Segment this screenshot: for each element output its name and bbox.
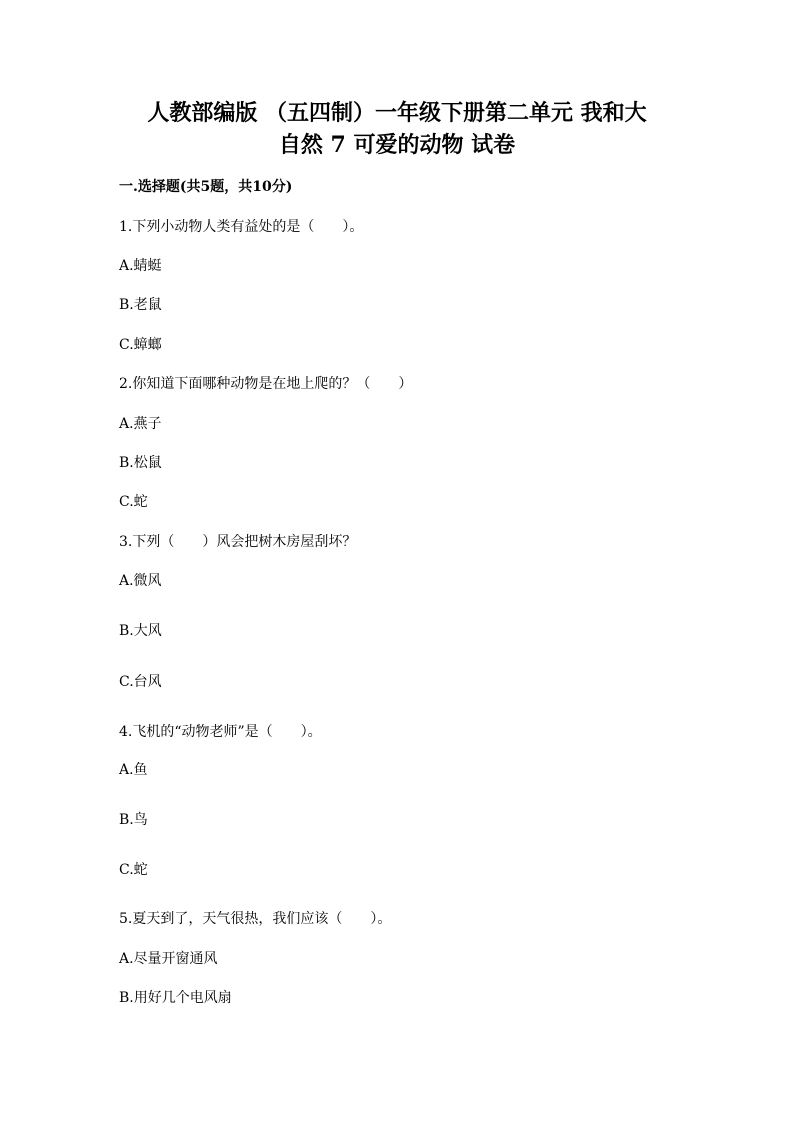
question-4-option-a[interactable]: A.鱼 <box>119 762 148 778</box>
page-title-line-1: 人教部编版 （五四制）一年级下册第二单元 我和大 <box>147 100 647 126</box>
question-3-stem: 3.下列（ ）风会把树木房屋刮坏？ <box>119 534 357 550</box>
question-2-option-c[interactable]: C.蛇 <box>119 494 148 510</box>
page-title-line-2: 自然 7 可爱的动物 试卷 <box>278 132 516 158</box>
question-1-stem: 1.下列小动物人类有益处的是（ ）。 <box>119 219 364 235</box>
question-4-option-b[interactable]: B.鸟 <box>119 812 148 828</box>
question-4-option-c[interactable]: C.蛇 <box>119 862 148 878</box>
question-3-option-c[interactable]: C.台风 <box>119 674 162 690</box>
question-2-option-a[interactable]: A.燕子 <box>119 416 162 432</box>
question-5-option-a[interactable]: A.尽量开窗通风 <box>119 951 218 967</box>
question-3-option-b[interactable]: B.大风 <box>119 623 162 639</box>
question-1-option-b[interactable]: B.老鼠 <box>119 297 162 313</box>
question-5-stem: 5.夏天到了，天气很热，我们应该（ ）。 <box>119 911 392 927</box>
question-1-option-a[interactable]: A.蜻蜓 <box>119 258 162 274</box>
question-2-stem: 2.你知道下面哪种动物是在地上爬的？（ ） <box>119 376 413 392</box>
question-5-option-b[interactable]: B.用好几个电风扇 <box>119 990 232 1006</box>
question-4-stem: 4.飞机的“动物老师”是（ ）。 <box>119 724 322 740</box>
question-2-option-b[interactable]: B.松鼠 <box>119 455 162 471</box>
question-3-option-a[interactable]: A.微风 <box>119 573 162 589</box>
question-1-option-c[interactable]: C.蟑螂 <box>119 337 162 353</box>
section-heading: 一.选择题(共5题，共10分) <box>119 179 293 195</box>
